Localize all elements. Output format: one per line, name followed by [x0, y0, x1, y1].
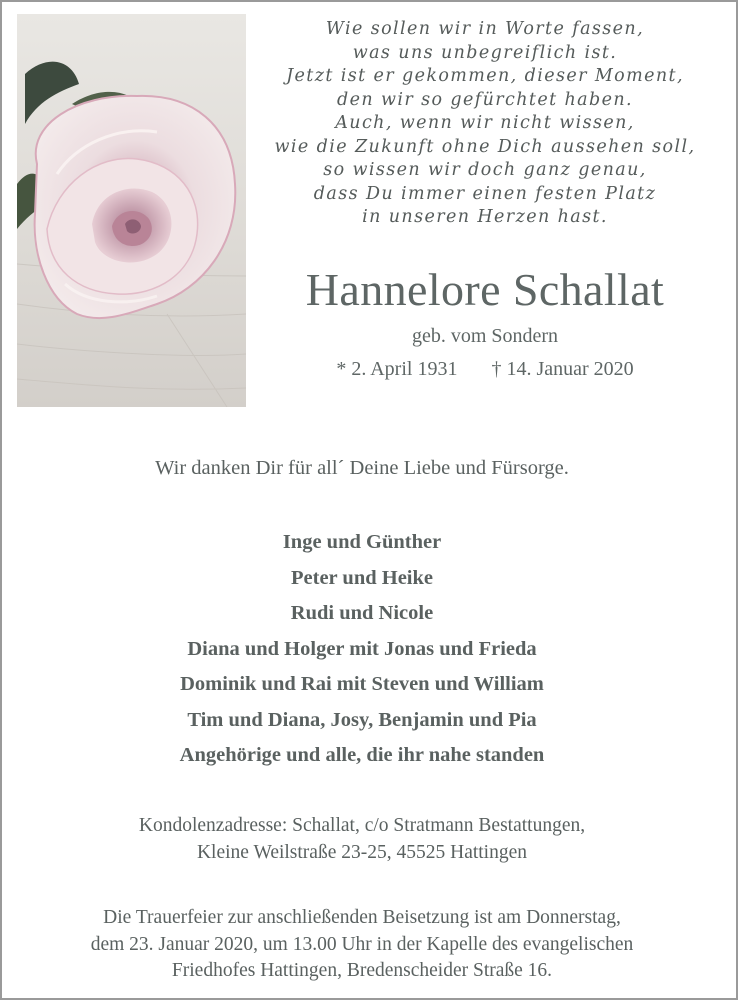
poem-line: den wir so gefürchtet haben.	[336, 89, 633, 110]
family-entry: Tim und Diana, Josy, Benjamin und Pia	[187, 708, 537, 731]
poem-line: dass Du immer einen festen Platz	[313, 183, 657, 204]
poem-line: Wie sollen wir in Worte fassen,	[325, 19, 645, 39]
funeral-info	[0, 905, 724, 985]
funeral-line: dem 23. Januar 2020, um 13.00 Uhr in der Kapelle des evangelischen	[90, 933, 634, 955]
poem	[246, 18, 724, 230]
funeral-line: Die Trauerfeier zur anschließenden Beisetzung ist am Donnerstag,	[103, 907, 621, 928]
family-entry: Peter und Heike	[291, 566, 433, 589]
life-dates	[246, 356, 724, 382]
family-entry: Rudi und Nicole	[290, 602, 434, 624]
family-list	[0, 525, 724, 774]
address-line: Kondolenzadresse: Schallat, c/o Stratmann Bestattungen,	[138, 815, 586, 836]
family-entry: Dominik und Rai mit Steven und William	[180, 673, 544, 695]
poem-line: in unseren Herzen hast.	[362, 207, 608, 227]
family-entry: Inge und Günther	[282, 531, 442, 553]
poem-line: wie die Zukunft ohne Dich aussehen soll,	[274, 136, 696, 157]
poem-line: was uns unbegreiflich ist.	[352, 42, 618, 63]
birth-date: * 2. April 1931	[336, 358, 458, 380]
birth-name: geb. vom Sondern	[411, 325, 559, 347]
deceased-name: Hannelore Schallat	[305, 264, 665, 315]
family-entry: Angehörige und alle, die ihr nahe standen	[179, 744, 545, 766]
funeral-line: Friedhofes Hattingen, Bredenscheider Straße 16.	[171, 960, 553, 981]
rose-photo	[17, 14, 246, 407]
thanks-text: Wir danken Dir für all´ Deine Liebe und Fürsorge.	[155, 457, 569, 479]
poem-line: Auch, wenn wir nicht wissen,	[335, 113, 635, 133]
poem-line: Jetzt ist er gekommen, dieser Moment,	[286, 66, 684, 86]
death-date: † 14. Januar 2020	[491, 358, 634, 380]
condolence-address	[0, 813, 724, 866]
family-entry: Diana und Holger mit Jonas und Frieda	[187, 637, 537, 660]
address-line: Kleine Weilstraße 23-25, 45525 Hattingen	[196, 841, 528, 863]
poem-line: so wissen wir doch ganz genau,	[323, 160, 647, 180]
